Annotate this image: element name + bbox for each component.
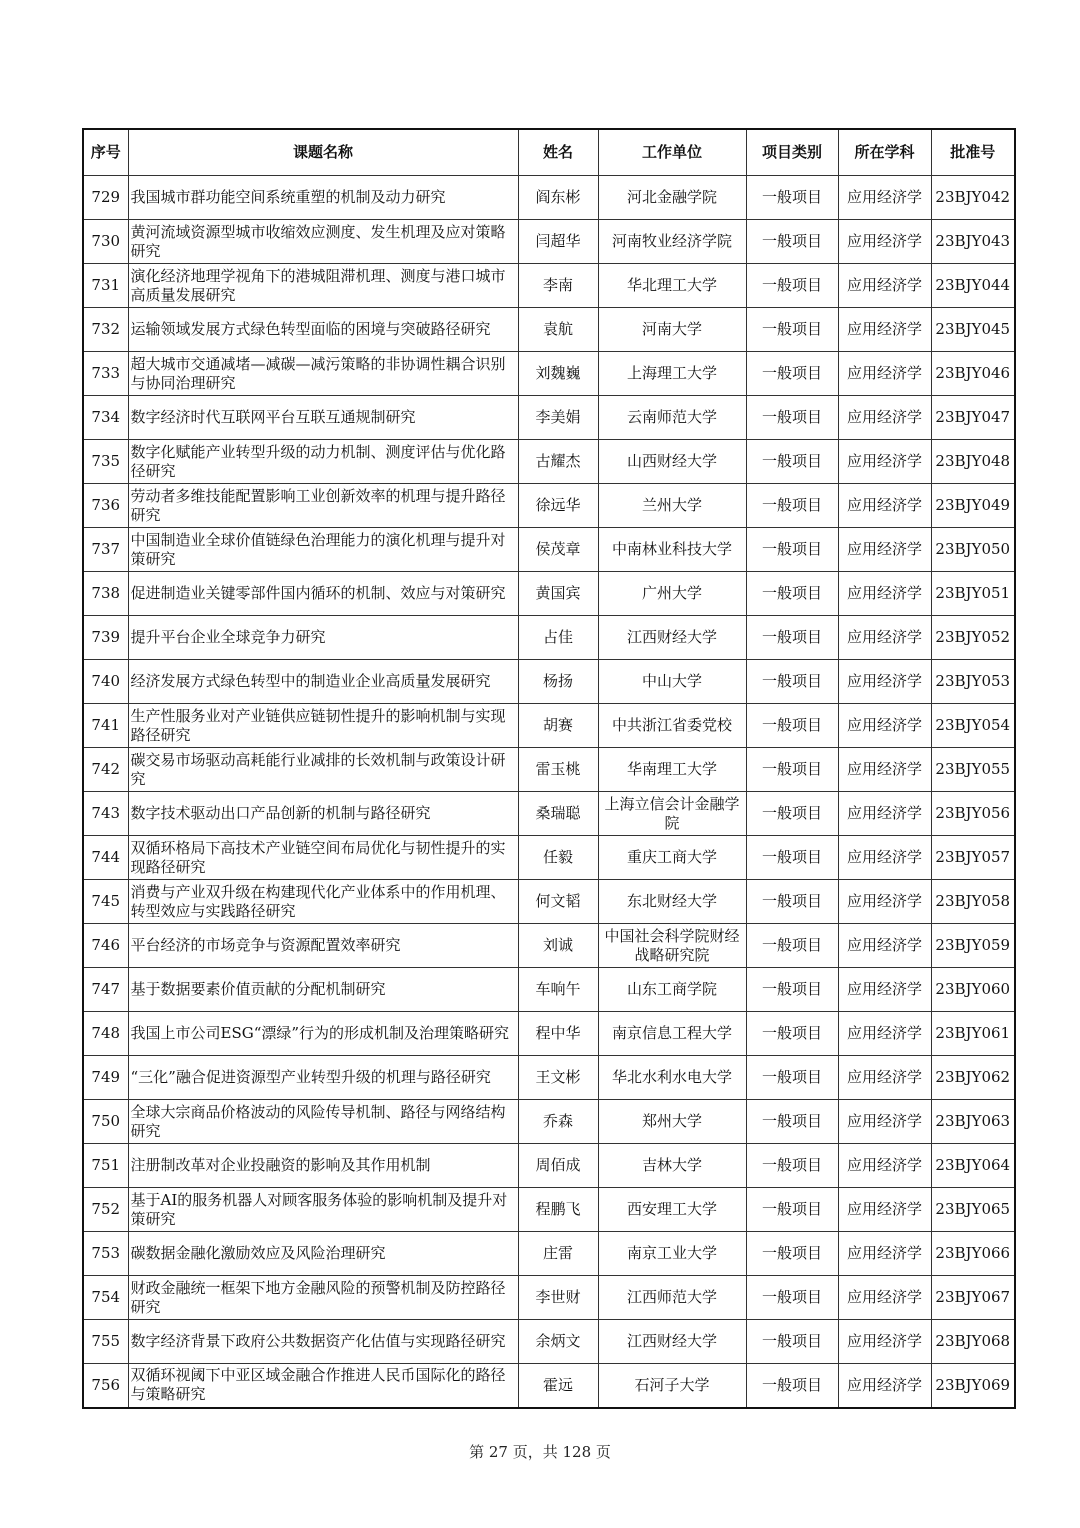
project-title-cell: 我国城市群功能空间系统重塑的机制及动力研究 xyxy=(128,176,518,220)
project-title-cell: 双循环视阈下中亚区域金融合作推进人民币国际化的路径与策略研究 xyxy=(128,1364,518,1408)
table-row xyxy=(83,1320,1015,1364)
project-category-cell: 一般项目 xyxy=(746,440,838,484)
project-category-cell: 一般项目 xyxy=(746,616,838,660)
table-row xyxy=(83,484,1015,528)
subject-field-cell: 应用经济学 xyxy=(838,176,931,220)
project-title-cell: 碳数据金融化激励效应及风险治理研究 xyxy=(128,1232,518,1276)
work-unit-cell: 兰州大学 xyxy=(598,484,746,528)
project-title-cell: 提升平台企业全球竞争力研究 xyxy=(128,616,518,660)
researcher-name-cell: 程中华 xyxy=(518,1012,598,1056)
subject-field-cell: 应用经济学 xyxy=(838,616,931,660)
project-category-cell: 一般项目 xyxy=(746,748,838,792)
project-category-cell: 一般项目 xyxy=(746,484,838,528)
project-title-cell: 生产性服务业对产业链供应链韧性提升的影响机制与实现路径研究 xyxy=(128,704,518,748)
work-unit-cell: 南京工业大学 xyxy=(598,1232,746,1276)
subject-field-cell: 应用经济学 xyxy=(838,748,931,792)
approval-number-cell: 23BJY052 xyxy=(931,616,1015,660)
researcher-name-cell: 徐远华 xyxy=(518,484,598,528)
row-number-cell: 753 xyxy=(83,1232,128,1276)
approval-number-cell: 23BJY061 xyxy=(931,1012,1015,1056)
approval-number-cell: 23BJY053 xyxy=(931,660,1015,704)
project-category-cell: 一般项目 xyxy=(746,528,838,572)
researcher-name-cell: 程鹏飞 xyxy=(518,1188,598,1232)
project-title-cell: 黄河流域资源型城市收缩效应测度、发生机理及应对策略研究 xyxy=(128,220,518,264)
row-number-cell: 749 xyxy=(83,1056,128,1100)
header-title: 课题名称 xyxy=(128,129,518,176)
approval-number-cell: 23BJY043 xyxy=(931,220,1015,264)
researcher-name-cell: 袁航 xyxy=(518,308,598,352)
researcher-name-cell: 黄国宾 xyxy=(518,572,598,616)
table-row xyxy=(83,572,1015,616)
subject-field-cell: 应用经济学 xyxy=(838,1232,931,1276)
row-number-cell: 751 xyxy=(83,1144,128,1188)
project-category-cell: 一般项目 xyxy=(746,1056,838,1100)
page-footer: 第 27 页，共 128 页 xyxy=(469,1443,611,1461)
approval-number-cell: 23BJY048 xyxy=(931,440,1015,484)
row-number-cell: 740 xyxy=(83,660,128,704)
subject-field-cell: 应用经济学 xyxy=(838,880,931,924)
work-unit-cell: 东北财经大学 xyxy=(598,880,746,924)
table-row xyxy=(83,836,1015,880)
project-category-cell: 一般项目 xyxy=(746,220,838,264)
approval-number-cell: 23BJY042 xyxy=(931,176,1015,220)
work-unit-cell: 河南大学 xyxy=(598,308,746,352)
project-title-cell: 中国制造业全球价值链绿色治理能力的演化机理与提升对策研究 xyxy=(128,528,518,572)
table-row xyxy=(83,352,1015,396)
table-row xyxy=(83,616,1015,660)
row-number-cell: 733 xyxy=(83,352,128,396)
work-unit-cell: 山西财经大学 xyxy=(598,440,746,484)
approval-number-cell: 23BJY051 xyxy=(931,572,1015,616)
work-unit-cell: 西安理工大学 xyxy=(598,1188,746,1232)
row-number-cell: 747 xyxy=(83,968,128,1012)
work-unit-cell: 河南牧业经济学院 xyxy=(598,220,746,264)
table-row xyxy=(83,1276,1015,1320)
table-row xyxy=(83,1188,1015,1232)
project-category-cell: 一般项目 xyxy=(746,1144,838,1188)
project-category-cell: 一般项目 xyxy=(746,264,838,308)
work-unit-cell: 上海理工大学 xyxy=(598,352,746,396)
table-row xyxy=(83,968,1015,1012)
table-row xyxy=(83,880,1015,924)
table-header xyxy=(83,129,1015,176)
project-title-cell: 运输领域发展方式绿色转型面临的困境与突破路径研究 xyxy=(128,308,518,352)
project-title-cell: 碳交易市场驱动高耗能行业减排的长效机制与政策设计研究 xyxy=(128,748,518,792)
work-unit-cell: 上海立信会计金融学院 xyxy=(598,792,746,836)
table-row xyxy=(83,704,1015,748)
row-number-cell: 739 xyxy=(83,616,128,660)
project-title-cell: 注册制改革对企业投融资的影响及其作用机制 xyxy=(128,1144,518,1188)
row-number-cell: 732 xyxy=(83,308,128,352)
approval-number-cell: 23BJY049 xyxy=(931,484,1015,528)
project-title-cell: 财政金融统一框架下地方金融风险的预警机制及防控路径研究 xyxy=(128,1276,518,1320)
project-category-cell: 一般项目 xyxy=(746,572,838,616)
row-number-cell: 744 xyxy=(83,836,128,880)
project-title-cell: 数字经济背景下政府公共数据资产化估值与实现路径研究 xyxy=(128,1320,518,1364)
approval-number-cell: 23BJY059 xyxy=(931,924,1015,968)
row-number-cell: 746 xyxy=(83,924,128,968)
researcher-name-cell: 车响午 xyxy=(518,968,598,1012)
approval-number-cell: 23BJY064 xyxy=(931,1144,1015,1188)
approval-number-cell: 23BJY044 xyxy=(931,264,1015,308)
subject-field-cell: 应用经济学 xyxy=(838,572,931,616)
header-org: 工作单位 xyxy=(598,129,746,176)
researcher-name-cell: 古耀杰 xyxy=(518,440,598,484)
work-unit-cell: 吉林大学 xyxy=(598,1144,746,1188)
project-category-cell: 一般项目 xyxy=(746,1364,838,1408)
table-row xyxy=(83,1232,1015,1276)
project-title-cell: 数字技术驱动出口产品创新的机制与路径研究 xyxy=(128,792,518,836)
subject-field-cell: 应用经济学 xyxy=(838,1276,931,1320)
work-unit-cell: 广州大学 xyxy=(598,572,746,616)
work-unit-cell: 云南师范大学 xyxy=(598,396,746,440)
approval-number-cell: 23BJY067 xyxy=(931,1276,1015,1320)
subject-field-cell: 应用经济学 xyxy=(838,1012,931,1056)
approval-number-cell: 23BJY062 xyxy=(931,1056,1015,1100)
project-category-cell: 一般项目 xyxy=(746,968,838,1012)
header-row xyxy=(83,129,1015,176)
row-number-cell: 738 xyxy=(83,572,128,616)
subject-field-cell: 应用经济学 xyxy=(838,1144,931,1188)
subject-field-cell: 应用经济学 xyxy=(838,704,931,748)
approval-number-cell: 23BJY047 xyxy=(931,396,1015,440)
subject-field-cell: 应用经济学 xyxy=(838,792,931,836)
researcher-name-cell: 胡赛 xyxy=(518,704,598,748)
row-number-cell: 742 xyxy=(83,748,128,792)
work-unit-cell: 华北水利水电大学 xyxy=(598,1056,746,1100)
row-number-cell: 734 xyxy=(83,396,128,440)
subject-field-cell: 应用经济学 xyxy=(838,836,931,880)
row-number-cell: 729 xyxy=(83,176,128,220)
work-unit-cell: 江西财经大学 xyxy=(598,616,746,660)
approval-number-cell: 23BJY057 xyxy=(931,836,1015,880)
table-row xyxy=(83,220,1015,264)
approval-number-cell: 23BJY069 xyxy=(931,1364,1015,1408)
work-unit-cell: 华北理工大学 xyxy=(598,264,746,308)
project-category-cell: 一般项目 xyxy=(746,308,838,352)
work-unit-cell: 中南林业科技大学 xyxy=(598,528,746,572)
project-title-cell: 消费与产业双升级在构建现代化产业体系中的作用机理、转型效应与实践路径研究 xyxy=(128,880,518,924)
header-subject: 所在学科 xyxy=(838,129,931,176)
table-row xyxy=(83,176,1015,220)
approval-number-cell: 23BJY068 xyxy=(931,1320,1015,1364)
table-body xyxy=(83,176,1015,1408)
row-number-cell: 756 xyxy=(83,1364,128,1408)
header-no: 序号 xyxy=(83,129,128,176)
subject-field-cell: 应用经济学 xyxy=(838,264,931,308)
project-title-cell: 基于数据要素价值贡献的分配机制研究 xyxy=(128,968,518,1012)
researcher-name-cell: 闫超华 xyxy=(518,220,598,264)
project-category-cell: 一般项目 xyxy=(746,1232,838,1276)
subject-field-cell: 应用经济学 xyxy=(838,440,931,484)
project-category-cell: 一般项目 xyxy=(746,396,838,440)
table-row xyxy=(83,264,1015,308)
project-category-cell: 一般项目 xyxy=(746,792,838,836)
table-row xyxy=(83,748,1015,792)
header-code: 批准号 xyxy=(931,129,1015,176)
project-title-cell: 基于AI的服务机器人对顾客服务体验的影响机制及提升对策研究 xyxy=(128,1188,518,1232)
subject-field-cell: 应用经济学 xyxy=(838,924,931,968)
project-table xyxy=(82,128,1016,1409)
researcher-name-cell: 何文韬 xyxy=(518,880,598,924)
work-unit-cell: 石河子大学 xyxy=(598,1364,746,1408)
subject-field-cell: 应用经济学 xyxy=(838,1320,931,1364)
work-unit-cell: 中国社会科学院财经战略研究院 xyxy=(598,924,746,968)
researcher-name-cell: 庄雷 xyxy=(518,1232,598,1276)
row-number-cell: 731 xyxy=(83,264,128,308)
project-category-cell: 一般项目 xyxy=(746,352,838,396)
researcher-name-cell: 李世财 xyxy=(518,1276,598,1320)
header-category: 项目类别 xyxy=(746,129,838,176)
project-title-cell: 促进制造业关键零部件国内循环的机制、效应与对策研究 xyxy=(128,572,518,616)
approval-number-cell: 23BJY060 xyxy=(931,968,1015,1012)
project-title-cell: 经济发展方式绿色转型中的制造业企业高质量发展研究 xyxy=(128,660,518,704)
work-unit-cell: 中共浙江省委党校 xyxy=(598,704,746,748)
approval-number-cell: 23BJY056 xyxy=(931,792,1015,836)
table-row xyxy=(83,440,1015,484)
project-category-cell: 一般项目 xyxy=(746,704,838,748)
table-row xyxy=(83,1364,1015,1408)
table-row xyxy=(83,308,1015,352)
row-number-cell: 730 xyxy=(83,220,128,264)
subject-field-cell: 应用经济学 xyxy=(838,968,931,1012)
subject-field-cell: 应用经济学 xyxy=(838,220,931,264)
work-unit-cell: 郑州大学 xyxy=(598,1100,746,1144)
researcher-name-cell: 刘诚 xyxy=(518,924,598,968)
work-unit-cell: 重庆工商大学 xyxy=(598,836,746,880)
project-title-cell: 我国上市公司ESG“漂绿”行为的形成机制及治理策略研究 xyxy=(128,1012,518,1056)
row-number-cell: 755 xyxy=(83,1320,128,1364)
row-number-cell: 736 xyxy=(83,484,128,528)
researcher-name-cell: 雷玉桃 xyxy=(518,748,598,792)
work-unit-cell: 山东工商学院 xyxy=(598,968,746,1012)
researcher-name-cell: 任毅 xyxy=(518,836,598,880)
researcher-name-cell: 霍远 xyxy=(518,1364,598,1408)
project-title-cell: 平台经济的市场竞争与资源配置效率研究 xyxy=(128,924,518,968)
researcher-name-cell: 周佰成 xyxy=(518,1144,598,1188)
approval-number-cell: 23BJY055 xyxy=(931,748,1015,792)
subject-field-cell: 应用经济学 xyxy=(838,1100,931,1144)
approval-number-cell: 23BJY065 xyxy=(931,1188,1015,1232)
researcher-name-cell: 乔森 xyxy=(518,1100,598,1144)
row-number-cell: 745 xyxy=(83,880,128,924)
project-category-cell: 一般项目 xyxy=(746,1188,838,1232)
project-category-cell: 一般项目 xyxy=(746,880,838,924)
subject-field-cell: 应用经济学 xyxy=(838,1364,931,1408)
subject-field-cell: 应用经济学 xyxy=(838,1188,931,1232)
project-category-cell: 一般项目 xyxy=(746,836,838,880)
work-unit-cell: 南京信息工程大学 xyxy=(598,1012,746,1056)
researcher-name-cell: 阎东彬 xyxy=(518,176,598,220)
subject-field-cell: 应用经济学 xyxy=(838,396,931,440)
row-number-cell: 741 xyxy=(83,704,128,748)
researcher-name-cell: 侯茂章 xyxy=(518,528,598,572)
table-row xyxy=(83,396,1015,440)
row-number-cell: 748 xyxy=(83,1012,128,1056)
researcher-name-cell: 桑瑞聪 xyxy=(518,792,598,836)
row-number-cell: 743 xyxy=(83,792,128,836)
researcher-name-cell: 李美娟 xyxy=(518,396,598,440)
approval-number-cell: 23BJY045 xyxy=(931,308,1015,352)
project-title-cell: 数字化赋能产业转型升级的动力机制、测度评估与优化路径研究 xyxy=(128,440,518,484)
project-category-cell: 一般项目 xyxy=(746,1012,838,1056)
project-category-cell: 一般项目 xyxy=(746,660,838,704)
researcher-name-cell: 余炳文 xyxy=(518,1320,598,1364)
table-row xyxy=(83,528,1015,572)
approval-number-cell: 23BJY054 xyxy=(931,704,1015,748)
approval-number-cell: 23BJY058 xyxy=(931,880,1015,924)
researcher-name-cell: 杨扬 xyxy=(518,660,598,704)
table-row xyxy=(83,660,1015,704)
table-row xyxy=(83,924,1015,968)
row-number-cell: 752 xyxy=(83,1188,128,1232)
row-number-cell: 754 xyxy=(83,1276,128,1320)
subject-field-cell: 应用经济学 xyxy=(838,308,931,352)
subject-field-cell: 应用经济学 xyxy=(838,1056,931,1100)
project-title-cell: 数字经济时代互联网平台互联互通规制研究 xyxy=(128,396,518,440)
project-category-cell: 一般项目 xyxy=(746,1100,838,1144)
project-title-cell: 全球大宗商品价格波动的风险传导机制、路径与网络结构研究 xyxy=(128,1100,518,1144)
work-unit-cell: 华南理工大学 xyxy=(598,748,746,792)
table-row xyxy=(83,1056,1015,1100)
researcher-name-cell: 王文彬 xyxy=(518,1056,598,1100)
table-row xyxy=(83,1144,1015,1188)
row-number-cell: 750 xyxy=(83,1100,128,1144)
work-unit-cell: 江西财经大学 xyxy=(598,1320,746,1364)
subject-field-cell: 应用经济学 xyxy=(838,660,931,704)
project-category-cell: 一般项目 xyxy=(746,924,838,968)
project-title-cell: 双循环格局下高技术产业链空间布局优化与韧性提升的实现路径研究 xyxy=(128,836,518,880)
row-number-cell: 735 xyxy=(83,440,128,484)
table-row xyxy=(83,1100,1015,1144)
approval-number-cell: 23BJY066 xyxy=(931,1232,1015,1276)
subject-field-cell: 应用经济学 xyxy=(838,352,931,396)
approval-number-cell: 23BJY050 xyxy=(931,528,1015,572)
approval-number-cell: 23BJY063 xyxy=(931,1100,1015,1144)
row-number-cell: 737 xyxy=(83,528,128,572)
project-title-cell: “三化”融合促进资源型产业转型升级的机理与路径研究 xyxy=(128,1056,518,1100)
subject-field-cell: 应用经济学 xyxy=(838,484,931,528)
project-title-cell: 超大城市交通减堵—减碳—减污策略的非协调性耦合识别与协同治理研究 xyxy=(128,352,518,396)
table-row xyxy=(83,792,1015,836)
subject-field-cell: 应用经济学 xyxy=(838,528,931,572)
table-row xyxy=(83,1012,1015,1056)
researcher-name-cell: 占佳 xyxy=(518,616,598,660)
project-category-cell: 一般项目 xyxy=(746,1320,838,1364)
approval-number-cell: 23BJY046 xyxy=(931,352,1015,396)
header-name: 姓名 xyxy=(518,129,598,176)
project-title-cell: 劳动者多维技能配置影响工业创新效率的机理与提升路径研究 xyxy=(128,484,518,528)
work-unit-cell: 中山大学 xyxy=(598,660,746,704)
project-category-cell: 一般项目 xyxy=(746,1276,838,1320)
work-unit-cell: 江西师范大学 xyxy=(598,1276,746,1320)
project-category-cell: 一般项目 xyxy=(746,176,838,220)
work-unit-cell: 河北金融学院 xyxy=(598,176,746,220)
researcher-name-cell: 刘魏巍 xyxy=(518,352,598,396)
researcher-name-cell: 李南 xyxy=(518,264,598,308)
project-title-cell: 演化经济地理学视角下的港城阻滞机理、测度与港口城市高质量发展研究 xyxy=(128,264,518,308)
